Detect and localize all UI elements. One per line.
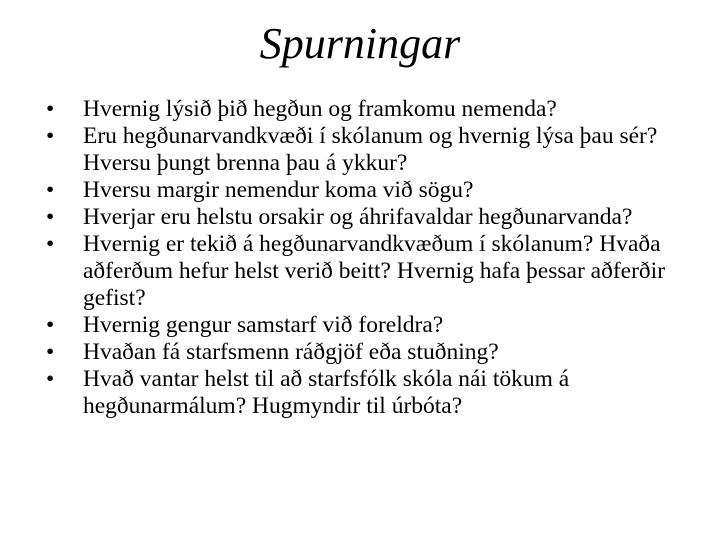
list-item-text: Hvernig er tekið á hegðunarvandkvæðum í skólanum? Hvaða aðferðum hefur helst verið beitt? Hvernig hafa þessar aðferðir gefist? bbox=[83, 231, 666, 311]
list-item bbox=[46, 123, 686, 177]
list-item bbox=[46, 96, 686, 123]
list-item bbox=[46, 366, 686, 420]
list-item-text: Hverjar eru helstu orsakir og áhrifavaldar hegðunarvanda? bbox=[83, 204, 633, 231]
list-item-text: Hvernig gengur samstarf við foreldra? bbox=[83, 311, 444, 338]
bullet-icon: • bbox=[46, 123, 55, 150]
bullet-icon: • bbox=[46, 176, 55, 203]
list-item bbox=[46, 231, 686, 311]
bullet-icon: • bbox=[46, 231, 55, 258]
list-item-text: Hvernig lýsið þið hegðun og framkomu nemenda? bbox=[83, 96, 557, 122]
question-list bbox=[46, 96, 686, 420]
bullet-icon: • bbox=[46, 311, 55, 338]
slide-title: Spurningar bbox=[259, 19, 461, 68]
list-item bbox=[46, 312, 686, 339]
bullet-icon: • bbox=[46, 204, 55, 231]
list-item bbox=[46, 204, 686, 231]
list-item bbox=[46, 339, 686, 366]
bullet-icon: • bbox=[46, 338, 55, 365]
list-item-text: Hvað vantar helst til að starfsfólk skóla nái tökum á hegðunarmálum? Hugmyndir til úrbóta? bbox=[83, 366, 570, 419]
list-item-text: Hversu margir nemendur koma við sögu? bbox=[83, 176, 474, 203]
list-item bbox=[46, 177, 686, 204]
list-item-text: Eru hegðunarvandkvæði í skólanum og hvernig lýsa þau sér? Hversu þungt brenna þau á ykkur? bbox=[83, 123, 658, 176]
bullet-icon: • bbox=[46, 96, 55, 122]
list-item-text: Hvaðan fá starfsmenn ráðgjöf eða stuðning? bbox=[83, 338, 499, 365]
bullet-icon: • bbox=[46, 366, 55, 393]
